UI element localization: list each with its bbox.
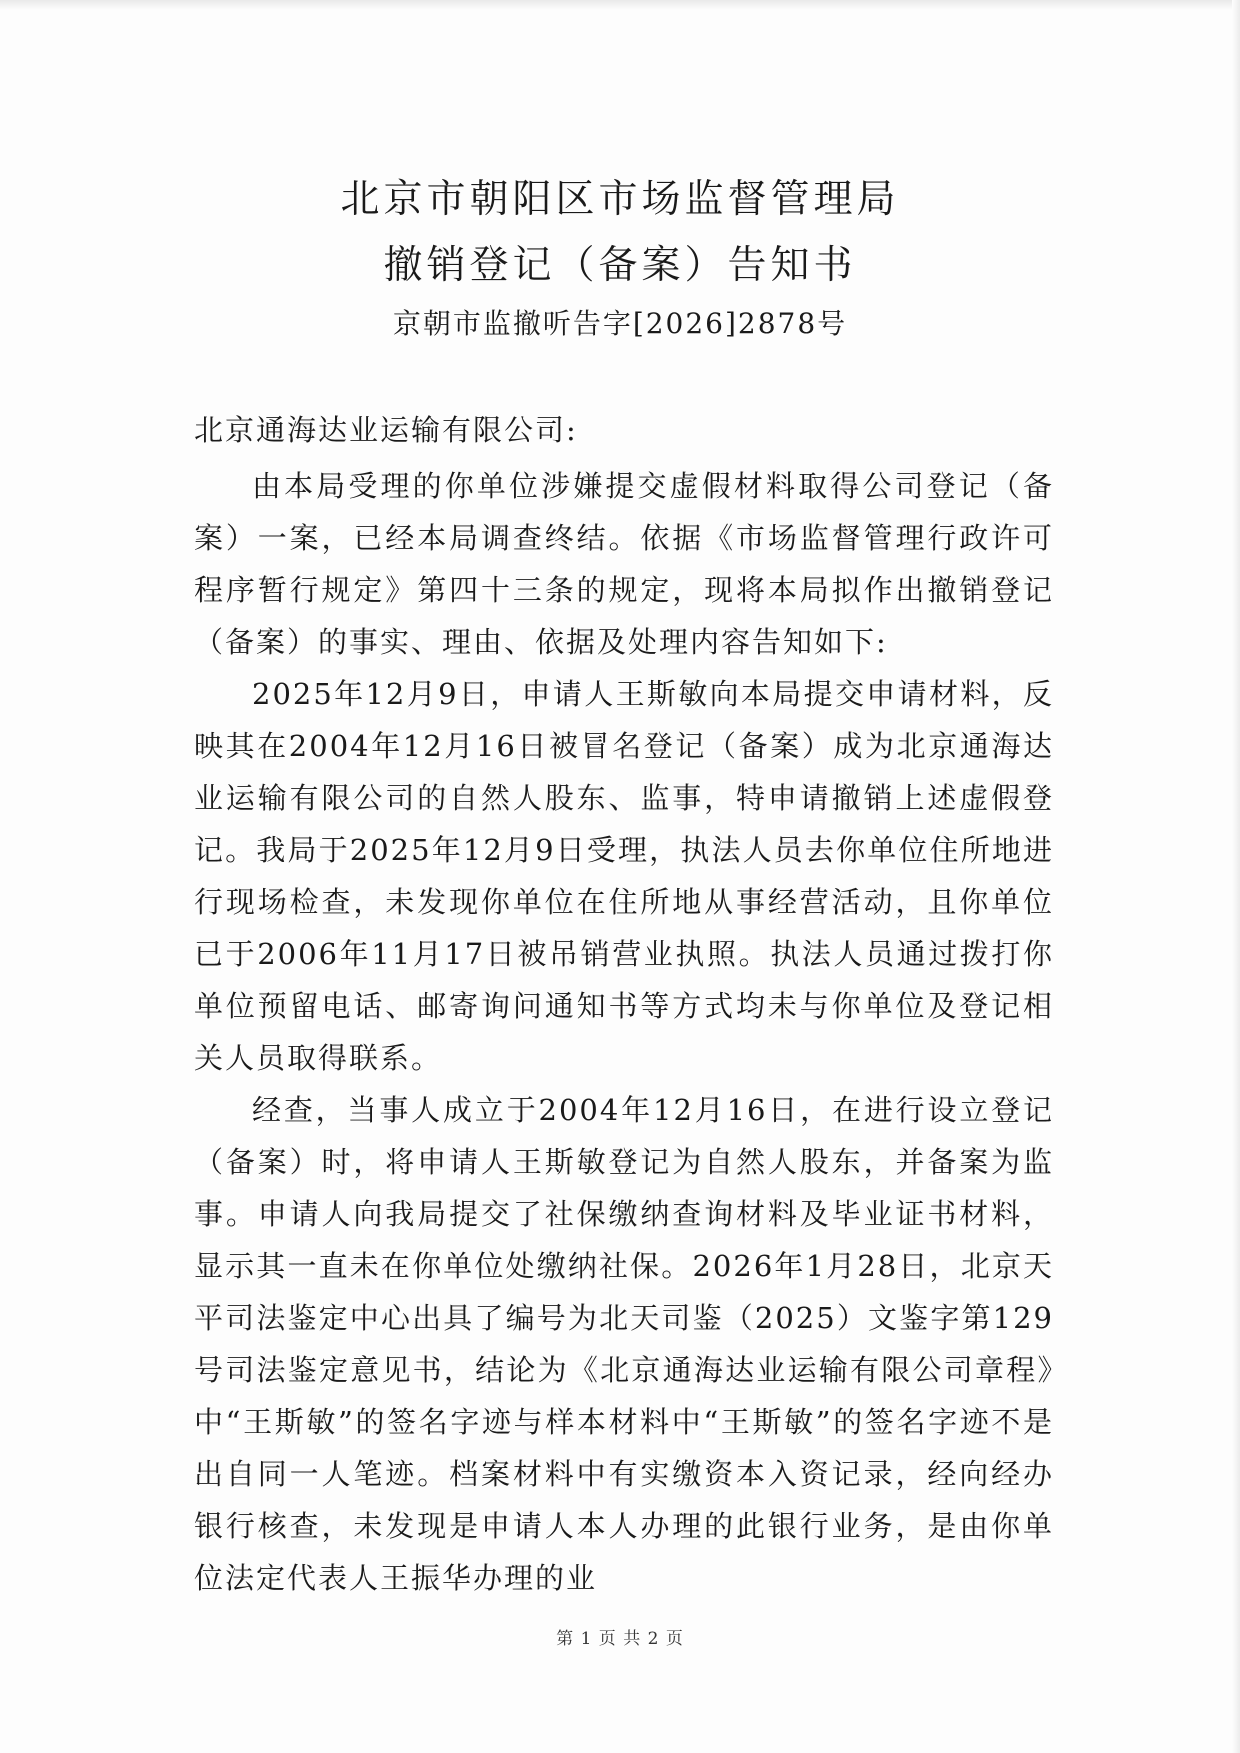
scan-top-edge xyxy=(0,0,1240,10)
paragraph-2: 2025年12月9日，申请人王斯敏向本局提交申请材料，反映其在2004年12月16日被冒名登记（备案）成为北京通海达业运输有限公司的自然人股东、监事，特申请撤销上述虚假登记。我局于2025年12月9日受理，执法人员去你单位住所地进行现场检查，未发现你单位在住所地从事经营活动，且你单位已于2006年11月17日被吊销营业执照。执法人员通过拨打你单位预留电话、邮寄询问通知书等方式均未与你单位及登记相关人员取得联系。 xyxy=(194,677,1054,1075)
addressee: 北京通海达业运输有限公司: xyxy=(194,413,578,447)
paragraph-3: 经查，当事人成立于2004年12月16日，在进行设立登记（备案）时，将申请人王斯敏登记为自然人股东，并备案为监事。申请人向我局提交了社保缴纳查询材料及毕业证书材料，显示其一直未在你单位处缴纳社保。2026年1月28日，北京天平司法鉴定中心出具了编号为北天司鉴（2025）文鉴字第129号司法鉴定意见书，结论为《北京通海达业运输有限公司章程》中“王斯敏”的签名字迹与样本材料中“王斯敏”的签名字迹不是出自同一人笔迹。档案材料中有实缴资本入资记录，经向经办银行核查，未发现是申请人本人办理的此银行业务，是由你单位法定代表人王振华办理的业 xyxy=(194,1093,1054,1595)
document-title-line-1: 北京市朝阳区市场监督管理局 xyxy=(340,177,900,222)
document-title-line-2: 撤销登记（备案）告知书 xyxy=(383,243,857,288)
body-paragraphs xyxy=(194,460,1054,1604)
document-number: 京朝市监撤听告字[2026]2878号 xyxy=(392,307,848,340)
page-footer: 第 1 页 共 2 页 xyxy=(556,1629,684,1649)
paragraph-1: 由本局受理的你单位涉嫌提交虚假材料取得公司登记（备案）一案，已经本局调查终结。依据《市场监督管理行政许可程序暂行规定》第四十三条的规定，现将本局拟作出撤销登记（备案）的事实、理由、依据及处理内容告知如下: xyxy=(194,469,1054,659)
